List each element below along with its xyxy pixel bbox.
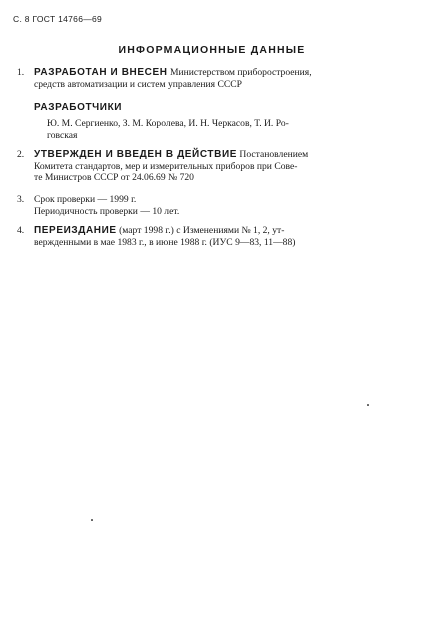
item-number: 1.	[17, 67, 25, 78]
item-review-period	[17, 194, 389, 217]
item-line: средств автоматизации и систем управления СССР	[34, 78, 243, 90]
item-line: те Министров СССР от 24.06.69 № 720	[34, 172, 194, 183]
item-heading: ПЕРЕИЗДАНИЕ	[34, 225, 117, 236]
scan-speck	[91, 519, 93, 521]
item-line	[34, 67, 389, 79]
page-header: С. 8 ГОСТ 14766—69	[13, 14, 103, 24]
item-text: (март 1998 г.) с Изменениями № 1, 2, ут-	[116, 225, 285, 236]
item-line: Комитета стандартов, мер и измерительных приборов при Сове-	[34, 160, 298, 172]
item-approved	[17, 149, 389, 184]
item-number: 3.	[17, 194, 25, 205]
item-line: Периодичность проверки — 10 лет.	[34, 205, 180, 217]
developers-list	[17, 118, 389, 141]
item-line	[34, 149, 389, 161]
developers-line: говская	[47, 129, 78, 141]
item-heading: УТВЕРЖДЕН И ВВЕДЕН В ДЕЙСТВИЕ	[34, 149, 238, 160]
item-line: вержденными в мае 1983 г., в июне 1988 г. (ИУС 9—83, 11—88)	[34, 236, 296, 248]
item-line: Срок проверки — 1999 г.	[34, 194, 137, 205]
developers-heading: РАЗРАБОТЧИКИ	[34, 102, 123, 113]
scan-speck	[367, 404, 369, 406]
item-number: 2.	[17, 149, 25, 160]
developers-line: Ю. М. Сергиенко, З. М. Королева, И. Н. Черкасов, Т. И. Ро-	[47, 118, 289, 129]
item-text: Министерством приборостроения,	[167, 67, 312, 78]
item-heading: РАЗРАБОТАН И ВНЕСЕН	[34, 67, 168, 78]
item-text: Постановлением	[237, 149, 309, 160]
item-reissue	[17, 225, 389, 248]
item-developed	[17, 67, 389, 90]
item-number: 4.	[17, 225, 25, 236]
item-line	[34, 225, 389, 237]
page-title: ИНФОРМАЦИОННЫЕ ДАННЫЕ	[118, 44, 306, 56]
